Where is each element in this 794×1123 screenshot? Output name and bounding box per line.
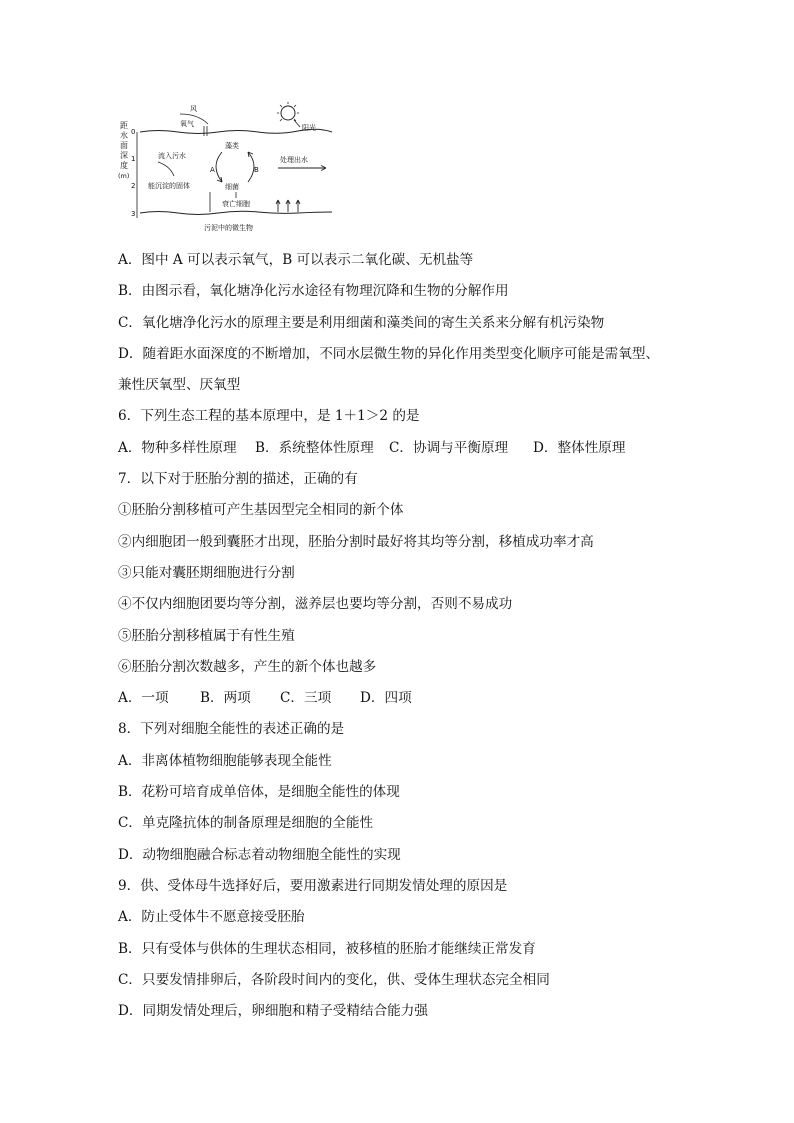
axis-label-unit: (m): [118, 172, 130, 180]
option-line-continued: 兼性厌氧型、厌氧型: [118, 377, 241, 394]
q7-options: [118, 683, 758, 714]
sunlight-label: 阳光: [302, 124, 316, 132]
q7-option-a: A．一项: [118, 690, 169, 707]
sludge-microbes-label: 污泥中的微生物: [204, 224, 253, 232]
sediment-label: 能沉淀的固体: [148, 182, 190, 190]
algae-label: 藻类: [225, 142, 239, 150]
q6-options: [118, 433, 758, 464]
question-6: 6．下列生态工程的基本原理中，是 1＋1＞2 的是: [118, 408, 420, 425]
wind-label: 风: [190, 105, 197, 113]
depth-tick: 0: [131, 128, 136, 136]
option-line: D．随着距水面深度的不断增加，不同水层微生物的异化作用类型变化顺序可能是需氧型、: [118, 345, 660, 362]
option-line: C．只要发情排卵后，各阶段时间内的变化，供、受体生理状态完全相同: [118, 971, 550, 988]
q6-option-b: B．系统整体性原理: [255, 439, 374, 456]
option-line: B．只有受体与供体的生理状态相同，被移植的胚胎才能继续正常发育: [118, 940, 536, 957]
label-a: A: [210, 166, 215, 174]
statement-line: ④不仅内细胞团要均等分割，滋养层也要均等分割，否则不易成功: [118, 596, 513, 613]
q7-option-d: D．四项: [360, 690, 412, 707]
axis-label-char: 深: [120, 151, 128, 160]
sun-icon: [281, 106, 295, 120]
inflow-label: 流入污水: [158, 152, 186, 160]
option-line: B．由图示看，氧化塘净化污水途径有物理沉降和生物的分解作用: [118, 283, 509, 300]
question-text: [118, 245, 758, 1027]
statement-line: ①胚胎分割移植可产生基因型完全相同的新个体: [118, 502, 404, 519]
statement-line: ③只能对囊胚期细胞进行分割: [118, 564, 295, 581]
option-line: A．非离体植物细胞能够表现全能性: [118, 752, 332, 769]
depth-tick: 2: [131, 182, 136, 190]
q7-option-b: B．两项: [200, 690, 251, 707]
option-line: C．单克隆抗体的制备原理是细胞的全能性: [118, 815, 374, 832]
statement-line: ⑤胚胎分割移植属于有性生殖: [118, 627, 295, 644]
bacteria-label: 细菌: [225, 183, 239, 191]
question-8: 8．下列对细胞全能性的表述正确的是: [118, 721, 345, 738]
option-line: D．同期发情处理后，卵细胞和精子受精结合能力强: [118, 1003, 428, 1020]
outflow-label: 处理出水: [280, 156, 308, 164]
diagram-svg: [118, 100, 338, 240]
q7-option-c: C．三项: [280, 690, 332, 707]
sludge-line: [140, 211, 332, 214]
upward-arrows: [276, 200, 300, 212]
statement-line: ⑥胚胎分割次数越多，产生的新个体也越多: [118, 658, 377, 675]
depth-tick: 1: [131, 155, 136, 163]
option-line: C．氧化塘净化污水的原理主要是利用细菌和藻类间的寄生关系来分解有机污染物: [118, 314, 605, 331]
axis-label-char: 面: [120, 141, 128, 150]
statement-line: ②内细胞团一般到囊胚才出现，胚胎分割时最好将其均等分割，移植成功率才高: [118, 533, 594, 550]
axis-label-char: 距: [120, 121, 128, 130]
question-9: 9．供、受体母牛选择好后，要用激素进行同期发情处理的原因是: [118, 877, 508, 894]
q6-option-c: C．协调与平衡原理: [389, 439, 509, 456]
axis-label-char: 水: [120, 131, 128, 140]
option-line: D．动物细胞融合标志着动物细胞全能性的实现: [118, 846, 401, 863]
option-line: A．图中 A 可以表示氧气，B 可以表示二氧化碳、无机盐等: [118, 252, 474, 268]
sun-rays: [277, 102, 299, 121]
q6-option-d: D．整体性原理: [533, 439, 626, 456]
q6-option-a: A．物种多样性原理: [118, 439, 237, 456]
oxygen-label: 氧气: [180, 120, 194, 128]
question-7: 7．以下对于胚胎分割的描述，正确的有: [118, 471, 358, 488]
axis-label-char: 度: [120, 161, 128, 170]
oxidation-pond-diagram: [118, 100, 338, 240]
label-b: B: [254, 166, 259, 174]
depth-tick: 3: [131, 210, 136, 218]
dead-cells-label: 衰亡细胞: [222, 200, 250, 208]
option-line: A．防止受体牛不愿意接受胚胎: [118, 909, 305, 926]
option-line: B．花粉可培育成单倍体，是细胞全能性的体现: [118, 784, 400, 801]
